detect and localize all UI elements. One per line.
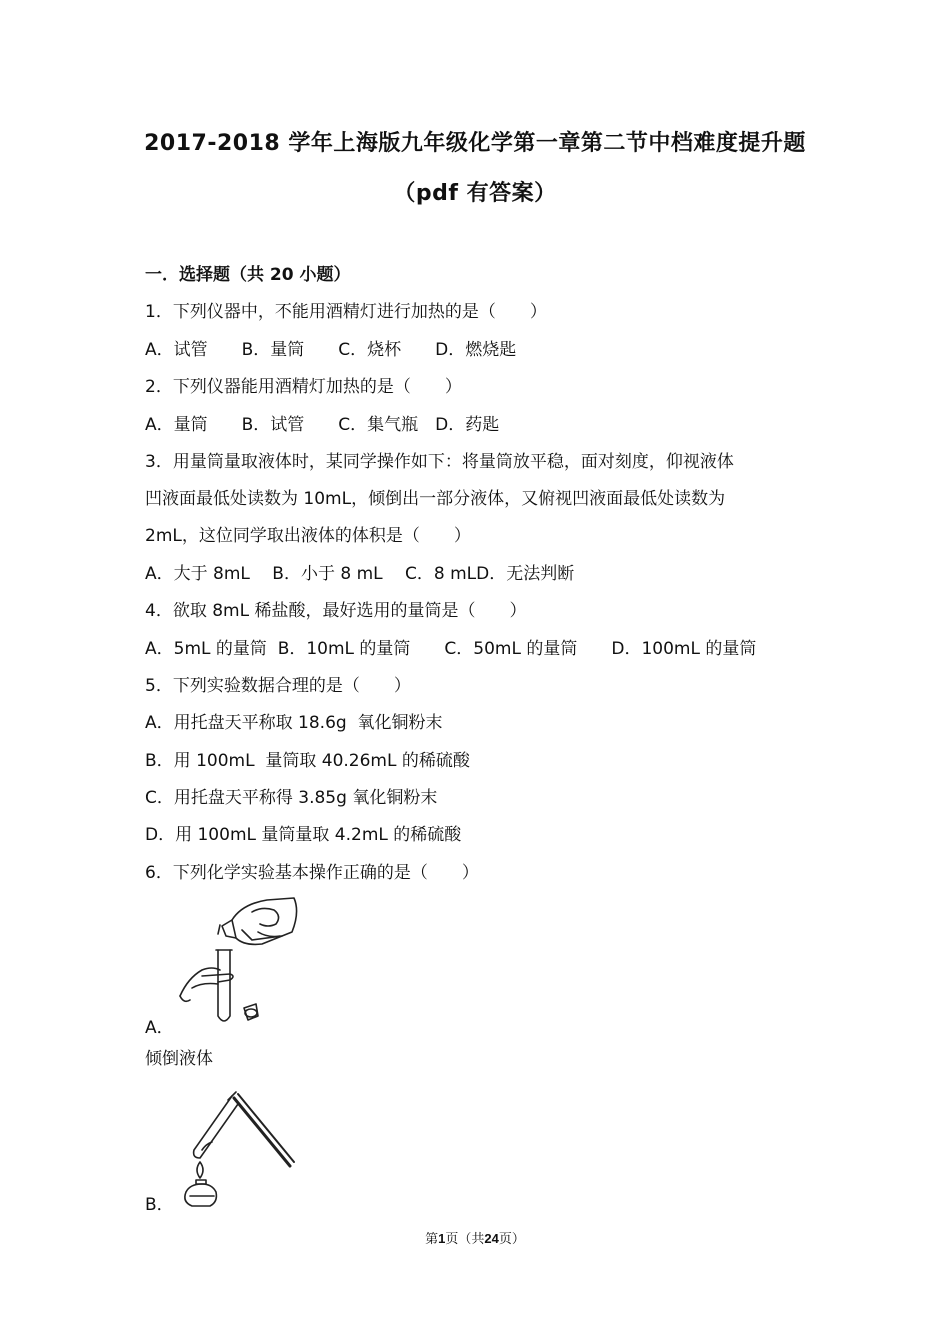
option-b-label: B．	[145, 1195, 174, 1215]
question-3-line2: 凹液面最低处读数为 10mL，倾倒出一部分液体，又俯视凹液面最低处读数为	[145, 489, 726, 509]
question-5-option-c: C．用托盘天平称得 3.85g 氧化铜粉末	[145, 788, 438, 808]
current-page-number: 1	[438, 1231, 446, 1246]
question-5-option-a: A．用托盘天平称取 18.6g 氧化铜粉末	[145, 713, 443, 733]
question-4: 4．欲取 8mL 稀盐酸，最好选用的量筒是（ ）	[145, 601, 527, 621]
total-page-count: 24	[484, 1231, 499, 1246]
question-1: 1．下列仪器中，不能用酒精灯进行加热的是（ ）	[145, 302, 547, 322]
footer-middle: 页（共	[445, 1232, 485, 1247]
question-5-option-b: B．用 100mL 量筒取 40.26mL 的稀硫酸	[145, 751, 470, 771]
question-6: 6．下列化学实验基本操作正确的是（ ）	[145, 863, 479, 883]
footer-suffix: 页）	[498, 1232, 525, 1247]
option-a-caption: 倾倒液体	[145, 1049, 213, 1069]
question-5-option-d: D．用 100mL 量筒量取 4.2mL 的稀硫酸	[145, 825, 462, 845]
question-2: 2．下列仪器能用酒精灯加热的是（ ）	[145, 377, 462, 397]
question-4-options: A．5mL 的量筒 B．10mL 的量筒 C．50mL 的量筒 D．100mL 的量筒	[145, 639, 757, 659]
question-3-line3: 2mL，这位同学取出液体的体积是（ ）	[145, 526, 471, 546]
page-footer	[0, 1228, 950, 1247]
option-a-label: A．	[145, 1018, 174, 1038]
pouring-liquid-illustration	[172, 892, 302, 1032]
question-3-line1: 3．用量筒量取液体时，某同学操作如下：将量筒放平稳，面对刻度，仰视液体	[145, 452, 734, 472]
document-title-line2: （pdf 有答案）	[393, 181, 557, 206]
section-heading: 一．选择题（共 20 小题）	[145, 265, 351, 285]
question-3-options: A．大于 8mL B．小于 8 mL C．8 mLD．无法判断	[145, 564, 575, 584]
document-title-line1: 2017-2018 学年上海版九年级化学第一章第二节中档难度提升题	[144, 131, 806, 156]
heating-test-tube-illustration	[172, 1086, 297, 1211]
question-2-options: A．量筒 B．试管 C．集气瓶 D．药匙	[145, 415, 500, 435]
question-5: 5．下列实验数据合理的是（ ）	[145, 676, 411, 696]
question-1-options: A．试管 B．量筒 C．烧杯 D．燃烧匙	[145, 340, 517, 360]
footer-prefix: 第	[425, 1232, 439, 1247]
